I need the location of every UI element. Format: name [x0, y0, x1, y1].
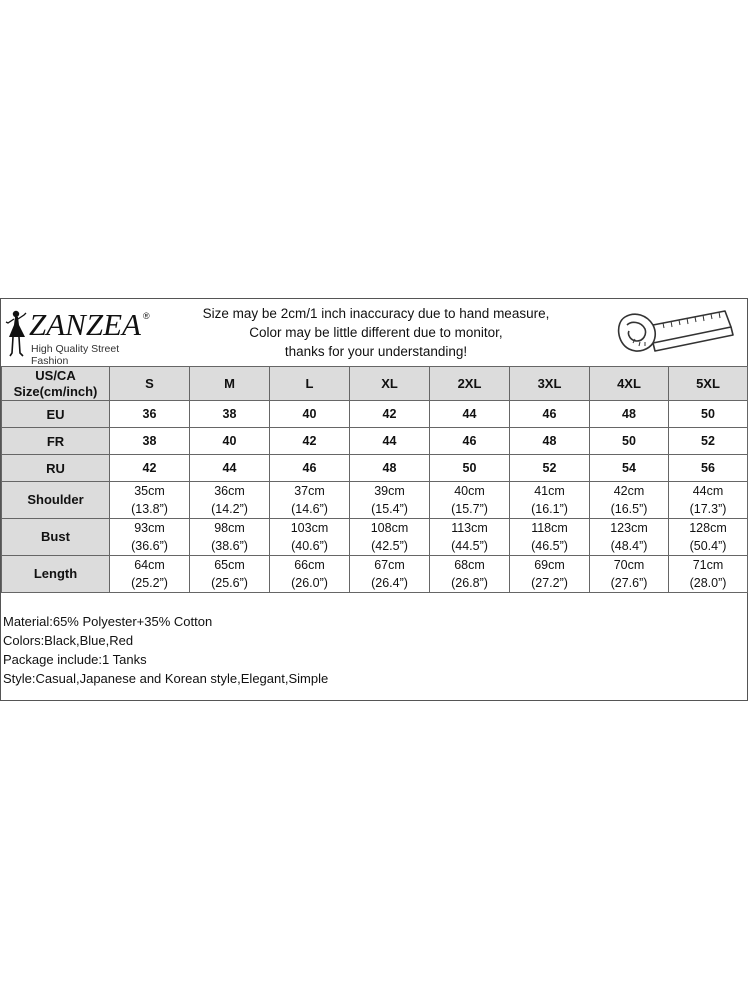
table-cell: 40 [190, 428, 270, 455]
brand-tagline: High Quality Street Fashion [31, 343, 120, 367]
size-header: M [190, 367, 270, 401]
size-header: 4XL [590, 367, 669, 401]
size-label-header [2, 367, 110, 401]
table-cell [110, 519, 190, 556]
table-row [2, 428, 748, 455]
cm-value: 65cm [214, 558, 245, 572]
table-cell: 46 [430, 428, 510, 455]
table-cell: 44 [190, 455, 270, 482]
registered-mark: ® [143, 311, 150, 321]
inch-value: (50.4”) [689, 539, 727, 553]
inch-value: (13.8”) [131, 502, 168, 516]
table-cell [510, 482, 590, 519]
table-cell [510, 556, 590, 593]
cm-value: 66cm [294, 558, 325, 572]
cm-value: 64cm [134, 558, 165, 572]
row-label: RU [2, 455, 110, 482]
size-header: 2XL [430, 367, 510, 401]
cm-value: 67cm [374, 558, 405, 572]
inch-value: (36.6”) [131, 539, 168, 553]
cm-value: 40cm [454, 484, 485, 498]
table-cell [590, 482, 669, 519]
inch-value: (42.5”) [371, 539, 408, 553]
size-header: L [270, 367, 350, 401]
table-cell: 54 [590, 455, 669, 482]
table-cell [190, 519, 270, 556]
table-cell: 48 [350, 455, 430, 482]
table-cell [110, 556, 190, 593]
size-chart-sheet [0, 298, 748, 701]
inch-value: (14.6”) [291, 502, 328, 516]
table-cell: 38 [190, 401, 270, 428]
header-unit-label: Size(cm/inch) [13, 383, 98, 399]
inch-value: (28.0”) [689, 576, 727, 590]
table-cell [350, 556, 430, 593]
table-cell [669, 519, 748, 556]
package-line: Package include:1 Tanks [3, 652, 147, 667]
table-cell: 52 [669, 428, 748, 455]
inch-value: (25.2”) [131, 576, 168, 590]
table-cell [270, 519, 350, 556]
table-cell: 46 [270, 455, 350, 482]
inch-value: (14.2”) [211, 502, 248, 516]
inch-value: (38.6”) [211, 539, 248, 553]
table-row [2, 401, 748, 428]
cm-value: 113cm [451, 521, 488, 535]
table-cell [590, 519, 669, 556]
table-cell: 42 [110, 455, 190, 482]
table-cell: 42 [350, 401, 430, 428]
size-header: 3XL [510, 367, 590, 401]
brand-logo [5, 307, 155, 367]
table-cell: 42 [270, 428, 350, 455]
cm-value: 103cm [290, 521, 329, 535]
table-cell [430, 482, 510, 519]
inch-value: (26.8”) [451, 576, 488, 590]
inch-value: (48.4”) [610, 539, 648, 553]
table-cell [430, 519, 510, 556]
colors-line: Colors:Black,Blue,Red [3, 633, 134, 648]
cm-value: 44cm [692, 484, 724, 498]
cm-value: 128cm [689, 521, 727, 535]
size-table-wrap [1, 366, 747, 593]
cm-value: 35cm [134, 484, 165, 498]
size-header: S [110, 367, 190, 401]
table-cell: 48 [510, 428, 590, 455]
row-label: FR [2, 428, 110, 455]
inch-value: (44.5”) [451, 539, 488, 553]
inch-value: (16.5”) [610, 502, 648, 516]
row-label: Shoulder [2, 482, 110, 519]
inch-value: (46.5”) [531, 539, 568, 553]
cm-value: 36cm [214, 484, 245, 498]
cm-value: 123cm [610, 521, 648, 535]
notice-line: thanks for your understanding! [284, 344, 468, 359]
notice-line: Size may be 2cm/1 inch inaccuracy due to hand measure, [202, 306, 550, 321]
table-cell: 36 [110, 401, 190, 428]
inch-value: (17.3”) [689, 502, 727, 516]
table-cell [190, 556, 270, 593]
inch-value: (40.6”) [291, 539, 328, 553]
row-label: EU [2, 401, 110, 428]
chart-header [1, 299, 747, 367]
material-line: Material:65% Polyester+35% Cotton [3, 614, 213, 629]
size-header: 5XL [669, 367, 748, 401]
cm-value: 42cm [613, 484, 645, 498]
table-cell: 50 [590, 428, 669, 455]
inch-value: (26.0”) [291, 576, 328, 590]
cm-value: 69cm [534, 558, 565, 572]
cm-value: 118cm [531, 521, 568, 535]
table-cell: 44 [350, 428, 430, 455]
cm-value: 41cm [534, 484, 565, 498]
table-cell [350, 482, 430, 519]
table-cell: 50 [669, 401, 748, 428]
cm-value: 70cm [613, 558, 645, 572]
table-cell: 46 [510, 401, 590, 428]
cm-value: 93cm [134, 521, 165, 535]
brand-name: ZANZEA [29, 307, 141, 342]
product-details [3, 612, 328, 688]
table-cell [190, 482, 270, 519]
measurement-notice [191, 304, 561, 361]
table-cell: 56 [669, 455, 748, 482]
inch-value: (15.4”) [371, 502, 408, 516]
table-cell [669, 556, 748, 593]
cm-value: 71cm [692, 558, 724, 572]
table-cell [270, 556, 350, 593]
notice-line: Color may be little different due to monitor, [249, 325, 503, 340]
table-cell [430, 556, 510, 593]
table-cell: 44 [430, 401, 510, 428]
table-cell: 38 [110, 428, 190, 455]
table-cell [590, 556, 669, 593]
style-line: Style:Casual,Japanese and Korean style,Elegant,Simple [3, 671, 329, 686]
inch-value: (16.1”) [531, 502, 568, 516]
inch-value: (15.7”) [451, 502, 488, 516]
header-region-label: US/CA [35, 367, 76, 383]
cm-value: 108cm [370, 521, 409, 535]
size-header: XL [350, 367, 430, 401]
table-row [2, 556, 748, 593]
table-header-row [2, 367, 748, 401]
table-row [2, 482, 748, 519]
measuring-tape-icon [613, 303, 737, 365]
inch-value: (25.6”) [211, 576, 248, 590]
fashion-woman-silhouette-icon [5, 309, 31, 359]
cm-value: 68cm [454, 558, 485, 572]
cm-value: 98cm [214, 521, 245, 535]
table-cell: 48 [590, 401, 669, 428]
table-cell: 50 [430, 455, 510, 482]
row-label: Bust [2, 519, 110, 556]
table-cell [510, 519, 590, 556]
table-row [2, 455, 748, 482]
table-cell: 40 [270, 401, 350, 428]
table-cell [270, 482, 350, 519]
cm-value: 37cm [294, 484, 325, 498]
table-cell: 52 [510, 455, 590, 482]
table-cell [350, 519, 430, 556]
row-label: Length [2, 556, 110, 593]
table-cell [110, 482, 190, 519]
inch-value: (27.6”) [610, 576, 648, 590]
cm-value: 39cm [374, 484, 405, 498]
table-cell [669, 482, 748, 519]
size-table [1, 366, 748, 593]
table-row [2, 519, 748, 556]
inch-value: (26.4”) [371, 576, 408, 590]
inch-value: (27.2”) [531, 576, 568, 590]
